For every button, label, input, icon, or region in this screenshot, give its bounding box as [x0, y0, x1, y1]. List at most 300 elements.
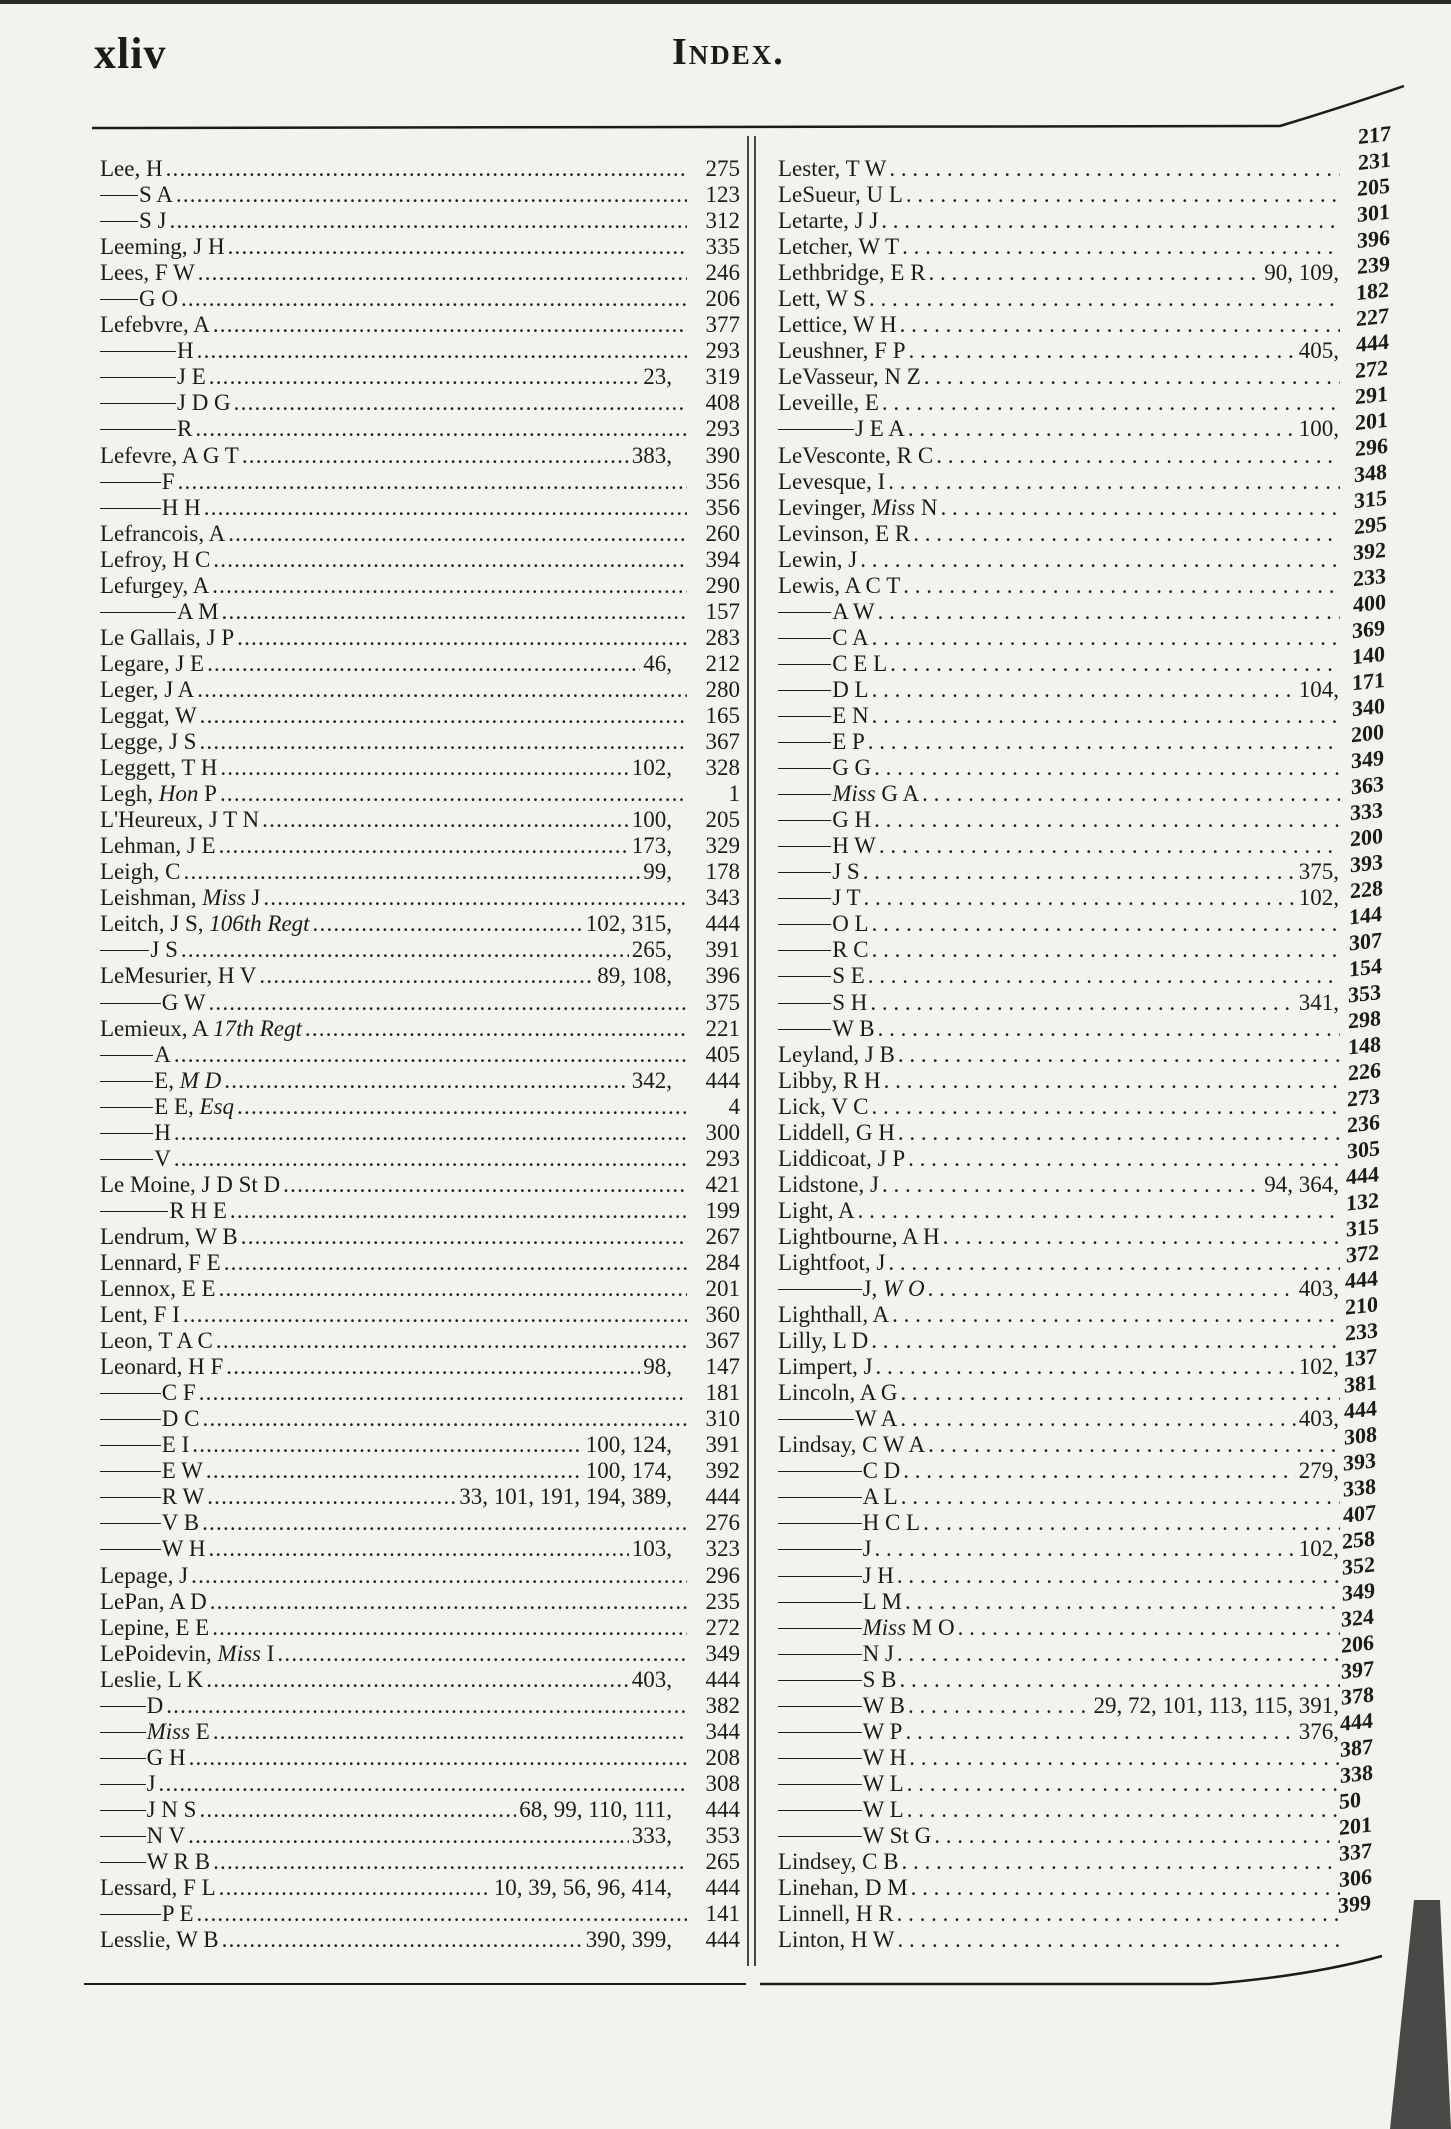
dot-leader: [305, 1016, 687, 1042]
page-reference: 369: [1352, 614, 1385, 644]
dot-leader: [897, 1641, 1340, 1667]
entry-name: J H: [862, 1562, 894, 1588]
page-reference: 393: [1343, 1447, 1376, 1476]
index-entry: [778, 1901, 1343, 1927]
index-entry: [100, 364, 740, 390]
page-reference: 171: [1352, 666, 1385, 696]
index-entry: [778, 1667, 1343, 1693]
page-reference: 352: [1342, 1551, 1375, 1580]
ditto-dash: [100, 1081, 153, 1082]
dot-leader: [213, 547, 687, 573]
dot-leader: [197, 338, 687, 364]
entry-name: Leonard, H F: [100, 1354, 224, 1380]
page-reference: 444: [705, 1484, 740, 1510]
index-entry: [778, 1328, 1343, 1354]
page-reference: 293: [705, 416, 740, 442]
index-entry: [778, 286, 1343, 312]
index-entry: [100, 416, 740, 442]
additional-pages: 265,: [631, 937, 672, 963]
entry-name: V B: [161, 1510, 200, 1536]
dot-leader: [924, 364, 1340, 390]
entry-name: Miss M O: [862, 1614, 955, 1640]
dot-leader: [903, 573, 1340, 599]
index-entry: [100, 729, 740, 755]
dot-leader: [199, 1797, 516, 1823]
entry-name: H W: [832, 833, 876, 859]
entry-name: Lefurgey, A: [100, 572, 210, 598]
page-reference: 178: [705, 859, 740, 885]
entry-name: Leushner, F P: [778, 338, 906, 364]
ditto-dash: [100, 1445, 161, 1446]
dot-leader: [212, 573, 687, 599]
dot-leader: [892, 1302, 1340, 1328]
page-reference: 353: [1348, 979, 1381, 1008]
index-entry: [778, 1589, 1343, 1615]
page-reference: 233: [1345, 1317, 1378, 1346]
index-entry: [100, 990, 740, 1016]
entry-name: E, M D: [154, 1067, 222, 1093]
dot-leader: [907, 1771, 1340, 1797]
additional-pages: 100,: [1298, 416, 1339, 442]
dot-leader: [907, 1797, 1340, 1823]
dot-leader: [902, 234, 1340, 260]
entry-name: R H E: [169, 1197, 227, 1223]
entry-name: Lett, W S: [778, 286, 866, 312]
additional-pages: 102,: [1298, 1354, 1339, 1380]
dot-leader: [905, 1719, 1295, 1745]
ditto-dash: [100, 1549, 161, 1550]
entry-name: S B: [862, 1666, 897, 1692]
dot-leader: [226, 1354, 640, 1380]
entry-name: H H: [161, 494, 201, 520]
entry-name: G W: [161, 989, 206, 1015]
entry-name: J D G: [177, 390, 231, 416]
dot-leader: [906, 182, 1340, 208]
dot-leader: [212, 1615, 687, 1641]
dot-leader: [213, 312, 687, 338]
page-reference: 205: [1357, 172, 1390, 202]
page-reference: 200: [1350, 822, 1383, 852]
entry-name: Levinger, Miss N: [778, 494, 938, 520]
index-entry: [100, 1536, 740, 1562]
index-entry: [100, 1146, 740, 1172]
page-reference: 157: [705, 598, 740, 624]
dot-leader: [923, 1510, 1340, 1536]
page-reference: 348: [1354, 458, 1387, 488]
dot-leader: [219, 1276, 687, 1302]
dot-leader: [230, 1198, 687, 1224]
entry-name: Le Gallais, J P: [100, 624, 235, 650]
page-reference: 392: [1353, 536, 1386, 566]
index-entry: [100, 495, 740, 521]
index-entry: [100, 937, 740, 963]
index-entry: [100, 182, 740, 208]
dot-leader: [897, 1927, 1340, 1953]
dot-leader: [928, 1432, 1340, 1458]
dot-leader: [224, 1068, 628, 1094]
header-rule: [92, 86, 1404, 128]
index-entry: [778, 1094, 1343, 1120]
entry-name: Leggat, W: [100, 702, 197, 728]
dot-leader: [207, 1484, 456, 1510]
index-entry: [778, 260, 1343, 286]
dot-leader: [283, 1172, 687, 1198]
entry-name: A: [154, 1041, 171, 1067]
entry-name: Lepine, E E: [100, 1614, 210, 1640]
page-reference: 208: [705, 1744, 740, 1770]
ditto-dash: [778, 872, 831, 873]
entry-name: Lee, H: [100, 156, 163, 181]
index-entry: [778, 156, 1343, 182]
dot-leader: [889, 156, 1340, 182]
dot-leader: [222, 1927, 583, 1953]
dot-leader: [943, 1224, 1340, 1250]
page-reference: 182: [1356, 276, 1389, 306]
entry-name: Letarte, J J: [778, 208, 879, 234]
index-entry: [100, 651, 740, 677]
dot-leader: [237, 1094, 687, 1120]
index-entry: [100, 521, 740, 547]
dot-leader: [898, 1042, 1340, 1068]
page-reference: 258: [1342, 1525, 1375, 1554]
index-entry: [778, 469, 1343, 495]
ditto-dash: [100, 1810, 146, 1811]
entry-name: W P: [862, 1718, 903, 1744]
page-reference: 147: [705, 1354, 740, 1380]
entry-name: Leishman, Miss J: [100, 885, 261, 911]
entry-name: Linehan, D M: [778, 1875, 908, 1901]
running-head: Index.: [672, 31, 785, 73]
page-reference: 210: [1345, 1291, 1378, 1320]
page-reference: 444: [1346, 1161, 1379, 1190]
entry-name: L'Heureux, J T N: [100, 807, 260, 833]
ditto-dash: [100, 1393, 161, 1394]
dot-leader: [872, 703, 1340, 729]
entry-name: Leeming, J H: [100, 234, 225, 260]
entry-name: LeVesconte, R C: [778, 442, 934, 468]
dot-leader: [207, 651, 640, 677]
ditto-dash: [778, 950, 831, 951]
page-reference: 201: [1355, 406, 1388, 436]
ditto-dash: [778, 690, 831, 691]
dot-leader: [213, 1719, 687, 1745]
page-reference: 148: [1348, 1031, 1381, 1060]
index-entry: [778, 208, 1343, 234]
dot-leader: [210, 1589, 687, 1615]
entry-name: W H: [161, 1536, 206, 1562]
page-reference: 212: [705, 650, 740, 676]
index-entry: [100, 755, 740, 781]
entry-name: Liddell, G H: [778, 1119, 895, 1145]
additional-pages: 68, 99, 110, 111,: [519, 1796, 672, 1822]
page-reference: 290: [705, 572, 740, 598]
entry-name: Lindsey, C B: [778, 1849, 899, 1875]
page-reference: 140: [1352, 640, 1385, 670]
page-reference: 372: [1346, 1239, 1379, 1268]
dot-leader: [220, 755, 628, 781]
page-reference: 123: [705, 182, 740, 208]
entry-name: C E L: [832, 650, 888, 676]
additional-pages: 46,: [643, 650, 672, 676]
index-entry: [100, 390, 740, 416]
index-entry: [778, 364, 1343, 390]
index-entry: [100, 1719, 740, 1745]
index-entry: [100, 885, 740, 911]
additional-pages: 102,: [631, 755, 672, 781]
page-reference: 165: [705, 702, 740, 728]
dot-leader: [228, 234, 687, 260]
top-rule: [0, 0, 1451, 4]
page-reference: 328: [705, 755, 740, 781]
entry-name: J S: [832, 859, 860, 885]
dot-leader: [863, 859, 1296, 885]
index-entry: [778, 182, 1343, 208]
page-reference: 356: [705, 494, 740, 520]
page-reference: 154: [1349, 953, 1382, 982]
page-reference: 391: [705, 937, 740, 963]
entry-name: A W: [832, 598, 875, 624]
index-entry: [778, 1875, 1343, 1901]
index-entry: [778, 416, 1343, 442]
entry-name: LeSueur, U L: [778, 182, 903, 208]
ditto-dash: [778, 1576, 862, 1577]
dot-leader: [884, 1068, 1340, 1094]
page-reference: 444: [1345, 1265, 1378, 1294]
index-entry: [100, 1380, 740, 1406]
page-reference: 315: [1354, 484, 1387, 514]
index-entry: [778, 390, 1343, 416]
page-reference: 444: [705, 1927, 740, 1953]
entry-name: Linton, H W: [778, 1927, 895, 1953]
index-entry: [778, 781, 1343, 807]
index-entry: [778, 1068, 1343, 1094]
entry-name: H: [154, 1119, 171, 1145]
ditto-dash: [778, 1497, 862, 1498]
index-entry: [100, 1276, 740, 1302]
dot-leader: [872, 1094, 1340, 1120]
entry-name: LePoidevin, Miss I: [100, 1640, 275, 1666]
entry-name: Lennard, F E: [100, 1249, 221, 1275]
page-reference: 340: [1352, 692, 1385, 722]
ditto-dash: [100, 1419, 161, 1420]
additional-pages: 279,: [1298, 1458, 1339, 1484]
dot-leader: [871, 1328, 1340, 1354]
page-reference: 335: [705, 234, 740, 260]
page-reference: 444: [1344, 1395, 1377, 1424]
dot-leader: [259, 963, 594, 989]
dot-leader: [909, 338, 1296, 364]
index-entry: [778, 937, 1343, 963]
page-reference: 50: [1339, 1786, 1361, 1814]
index-entry: [100, 1250, 740, 1276]
index-entry: [100, 1406, 740, 1432]
page-reference: 272: [1355, 354, 1388, 384]
index-entry: [778, 1536, 1343, 1562]
page-reference: 338: [1343, 1473, 1376, 1502]
ditto-dash: [100, 950, 149, 951]
page-reference: 201: [705, 1276, 740, 1302]
dot-leader: [905, 1589, 1340, 1615]
entry-name: C F: [161, 1380, 196, 1406]
page-reference: 349: [1342, 1577, 1375, 1606]
additional-pages: 376,: [1298, 1718, 1339, 1744]
index-entry: [778, 1224, 1343, 1250]
ditto-dash: [778, 1628, 862, 1629]
index-entry: [778, 911, 1343, 937]
index-entry: [778, 1146, 1343, 1172]
dot-leader: [864, 885, 1296, 911]
page-reference: 382: [705, 1692, 740, 1718]
page-reference: 265: [705, 1849, 740, 1875]
dot-leader: [199, 1380, 687, 1406]
index-entry: [778, 807, 1343, 833]
entry-name: Miss E: [146, 1718, 210, 1744]
ditto-dash: [778, 768, 831, 769]
entry-name: Lehman, J E: [100, 833, 216, 859]
ditto-dash: [100, 1706, 146, 1707]
index-entry: [778, 859, 1343, 885]
page-reference: 396: [705, 963, 740, 989]
entry-name: C D: [862, 1458, 901, 1484]
page-reference: 394: [705, 546, 740, 572]
ditto-dash: [778, 1732, 862, 1733]
page-reference: 312: [705, 208, 740, 234]
index-entry: [778, 1016, 1343, 1042]
page-reference: 367: [705, 1328, 740, 1354]
page-reference: 283: [705, 624, 740, 650]
dot-leader: [181, 937, 629, 963]
page-reference: 356: [705, 468, 740, 494]
dot-leader: [206, 1458, 583, 1484]
dot-leader: [929, 260, 1262, 286]
page-reference: 284: [705, 1249, 740, 1275]
ditto-dash: [778, 612, 831, 613]
index-entry: [100, 469, 740, 495]
page-reference: 296: [1355, 432, 1388, 462]
ditto-dash: [778, 429, 854, 430]
dot-leader: [178, 469, 687, 495]
entry-name: Leveille, E: [778, 390, 879, 416]
index-entry: [100, 1042, 740, 1068]
entry-name: J N S: [146, 1796, 197, 1822]
entry-name: Lefroy, H C: [100, 546, 211, 572]
page-reference: 267: [705, 1223, 740, 1249]
entry-name: D L: [832, 676, 869, 702]
index-entry: [778, 1354, 1343, 1380]
page-reference: 349: [705, 1640, 740, 1666]
dot-leader: [908, 1693, 1090, 1719]
index-entry: [778, 1719, 1343, 1745]
page-reference: 367: [705, 729, 740, 755]
ditto-dash: [778, 1289, 862, 1290]
page-reference: 343: [705, 885, 740, 911]
page-reference: 310: [705, 1406, 740, 1432]
dot-leader: [176, 182, 687, 208]
entry-name: Light, A: [778, 1197, 855, 1223]
entry-name: F: [161, 468, 175, 494]
index-entry: [100, 963, 740, 989]
index-entry: [100, 338, 740, 364]
additional-pages: 100, 174,: [585, 1458, 672, 1484]
entry-name: W St G: [862, 1823, 932, 1848]
ditto-dash: [778, 1836, 862, 1837]
ditto-dash: [778, 1471, 862, 1472]
dot-leader: [203, 1406, 688, 1432]
index-entry: [778, 495, 1343, 521]
index-entry: [778, 1458, 1343, 1484]
dot-leader: [237, 625, 687, 651]
right-page-numbers: [1338, 120, 1396, 1919]
entry-name: A L: [862, 1484, 898, 1510]
dot-leader: [878, 599, 1340, 625]
additional-pages: 90, 109,: [1264, 260, 1339, 286]
dot-leader: [213, 1849, 687, 1875]
ditto-dash: [778, 1758, 862, 1759]
additional-pages: 98,: [643, 1354, 672, 1380]
dot-leader: [936, 443, 1340, 469]
entry-name: Lilly, L D: [778, 1328, 869, 1354]
additional-pages: 383,: [631, 442, 672, 468]
dot-leader: [882, 1172, 1261, 1198]
entry-name: E E, Esq: [154, 1093, 235, 1119]
index-entry: [778, 1198, 1343, 1224]
index-entry: [778, 573, 1343, 599]
page-reference: 444: [705, 1796, 740, 1822]
index-entry: [778, 1823, 1343, 1849]
index-entry: [100, 1094, 740, 1120]
dot-leader: [872, 911, 1340, 937]
page-reference: 239: [1357, 250, 1390, 280]
entry-name: J: [862, 1536, 872, 1562]
entry-name: Lethbridge, E R: [778, 260, 926, 286]
dot-leader: [878, 1016, 1340, 1042]
entry-name: Lessard, F L: [100, 1875, 216, 1901]
dot-leader: [908, 1146, 1340, 1172]
dot-leader: [899, 1667, 1340, 1693]
index-entry: [778, 599, 1343, 625]
index-entry: [100, 573, 740, 599]
dot-leader: [183, 1302, 687, 1328]
page-reference: 233: [1353, 562, 1386, 592]
page-reference: 231: [1358, 146, 1391, 175]
index-entry: [100, 156, 740, 182]
dot-leader: [228, 521, 687, 547]
entry-name: Leggett, T H: [100, 755, 218, 781]
entry-name: Legare, J E: [100, 650, 205, 676]
index-entry: [778, 1120, 1343, 1146]
index-entry: [100, 260, 740, 286]
page-reference: 338: [1340, 1759, 1373, 1788]
ditto-dash: [100, 1055, 153, 1056]
ditto-dash: [100, 221, 138, 222]
index-column-left: [100, 156, 740, 1953]
entry-name: Levinson, E R: [778, 520, 911, 546]
dot-leader: [262, 807, 629, 833]
dot-leader: [888, 1250, 1340, 1276]
dot-leader: [216, 1328, 687, 1354]
entry-name: W H: [862, 1744, 907, 1770]
page-reference: 199: [705, 1197, 740, 1223]
entry-name: Levesque, I: [778, 468, 886, 494]
entry-name: Leslie, L K: [100, 1666, 204, 1692]
ditto-dash: [778, 1784, 862, 1785]
dot-leader: [922, 781, 1340, 807]
additional-pages: 173,: [631, 833, 672, 859]
page-reference: 308: [1344, 1421, 1377, 1450]
page-reference: 324: [1341, 1603, 1374, 1632]
entry-name: Lefevre, A G T: [100, 442, 239, 468]
entry-name: Leigh, C: [100, 859, 181, 885]
